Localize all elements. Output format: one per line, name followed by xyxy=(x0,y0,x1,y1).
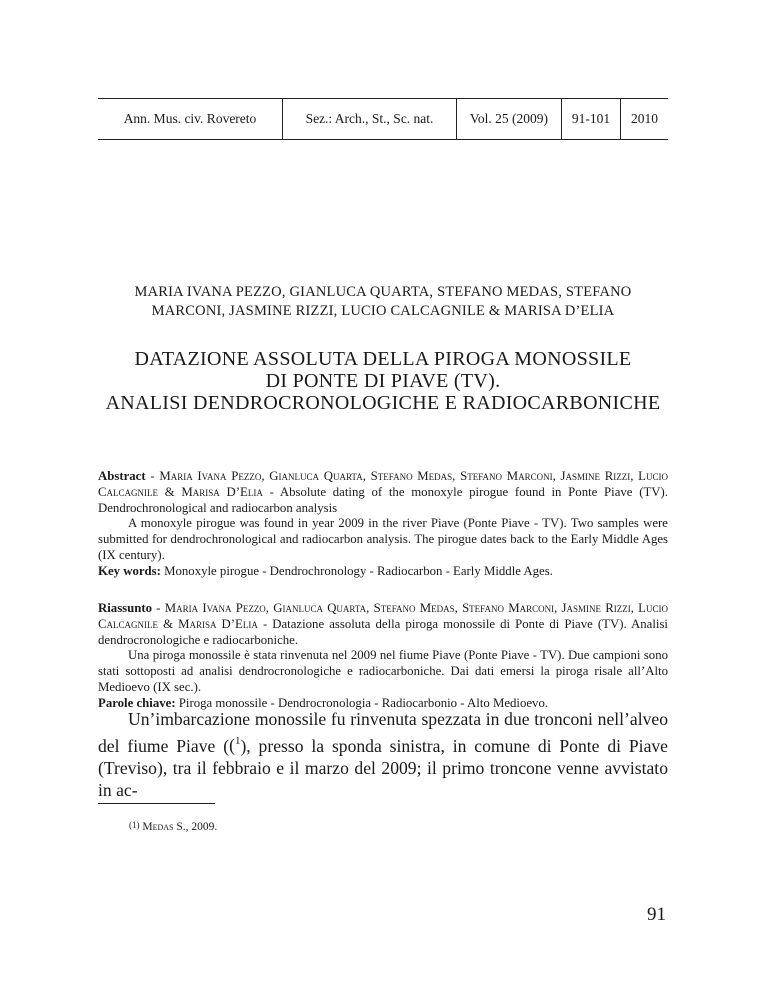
journal-year: 2010 xyxy=(631,111,658,126)
journal-section: Sez.: Arch., St., Sc. nat. xyxy=(283,99,457,139)
footnote xyxy=(129,820,217,833)
body-text-part-1: Un’imbarcazione monossile fu rinvenuta spezzata in due tronconi nell’alveo del fiume Piave ( xyxy=(98,709,668,756)
footnote-number: (1) xyxy=(129,820,140,830)
title-line-3: ANALISI DENDROCRONOLOGICHE E RADIOCARBONICHE xyxy=(105,392,661,414)
keywords xyxy=(98,564,668,580)
abstract-heading: Abstract - Maria Ivana Pezzo, Gianluca Quarta, Stefano Medas, Stefano Marconi, Jasmine Rizzi, Lucio Calcagnile & Marisa D’Elia - Absolute dating of the monoxyle pirogue found in Ponte Piave (TV). Dendrochronological and radiocarbon analysis xyxy=(98,469,668,515)
footnote-author: Medas S. xyxy=(142,821,186,833)
riassunto-label: Riassunto xyxy=(98,601,153,615)
keywords-label: Key words: xyxy=(98,563,161,578)
authors-line-1: MARIA IVANA PEZZO, GIANLUCA QUARTA, STEFANO MEDAS, STEFANO xyxy=(134,284,632,300)
title-line-2: DI PONTE DI PIAVE (TV). xyxy=(265,370,501,392)
parole-chiave-text: Piroga monossile - Dendrocronologia - Radiocarbonio - Alto Medioevo. xyxy=(178,695,549,710)
journal-header-table xyxy=(98,98,668,140)
article-title xyxy=(98,348,668,414)
footnote-year: , 2009. xyxy=(185,821,218,833)
article-authors xyxy=(98,283,668,321)
abstract-title: Absolute dating of the monoxyle pirogue found in Ponte Piave (TV). Dendrochronological and radiocarbon analysis xyxy=(98,484,668,515)
page-number: 91 xyxy=(647,904,666,925)
riassunto-text: Una piroga monossile è stata rinvenuta nel 2009 nel fiume Piave (Ponte Piave - TV). Due campioni sono stati sottoposti ad analisi dendrocronologiche e radiocarboniche. Dai dati emersi la piroga risale all’Alto Medioevo (IX sec.). xyxy=(98,648,668,694)
journal-name: Ann. Mus. civ. Rovereto xyxy=(98,99,283,139)
riassunto-authors: Maria Ivana Pezzo, Gianluca Quarta, Stefano Medas, Stefano Marconi, Jasmine Rizzi, Lucio Calcagnile & Marisa D’Elia xyxy=(98,601,669,631)
abstract-authors: Maria Ivana Pezzo, Gianluca Quarta, Stefano Medas, Stefano Marconi, Jasmine Rizzi, Lucio Calcagnile & Marisa D’Elia xyxy=(98,469,668,499)
abstract-text: A monoxyle pirogue was found in year 2009 in the river Piave (Ponte Piave - TV). Two samples were submitted for dendrochronological and radiocarbon analysis. The pirogue dates back to the Early Middle Ages (IX century). xyxy=(98,516,668,562)
abstract-english xyxy=(98,469,668,580)
journal-pages: 91-101 xyxy=(562,99,621,139)
footnote-separator xyxy=(98,803,215,804)
keywords-text: Monoxyle pirogue - Dendrochronology - Radiocarbon - Early Middle Ages. xyxy=(164,563,553,578)
abstract-label: Abstract xyxy=(98,469,146,483)
parole-chiave-label: Parole chiave: xyxy=(98,695,176,710)
authors-line-2: MARCONI, JASMINE RIZZI, LUCIO CALCAGNILE & MARISA D’ELIA xyxy=(151,303,615,319)
riassunto-heading: Riassunto - Maria Ivana Pezzo, Gianluca Quarta, Stefano Medas, Stefano Marconi, Jasmine Rizzi, Lucio Calcagnile & Marisa D’Elia - Datazione assoluta della piroga monossile di Ponte di Piave (TV). Analisi dendrocronologiche e radiocarboniche. xyxy=(98,601,669,647)
journal-volume: Vol. 25 (2009) xyxy=(457,99,562,139)
body-paragraph xyxy=(98,708,668,802)
footnote-ref-number: 1 xyxy=(234,735,241,748)
title-line-1: DATAZIONE ASSOLUTA DELLA PIROGA MONOSSILE xyxy=(134,348,632,370)
riassunto-title: Datazione assoluta della piroga monossile di Ponte di Piave (TV). Analisi dendrocronologiche e radiocarboniche. xyxy=(98,616,668,647)
footnote-reference[interactable]: ($^1$ xyxy=(229,735,241,756)
abstract-italian xyxy=(98,601,668,712)
body-text-part-2: ), presso la sponda sinistra, in comune di Ponte di Piave (Treviso), tra il febbraio e il marzo del 2009; il primo troncone venne avvistato in ac- xyxy=(98,735,668,801)
